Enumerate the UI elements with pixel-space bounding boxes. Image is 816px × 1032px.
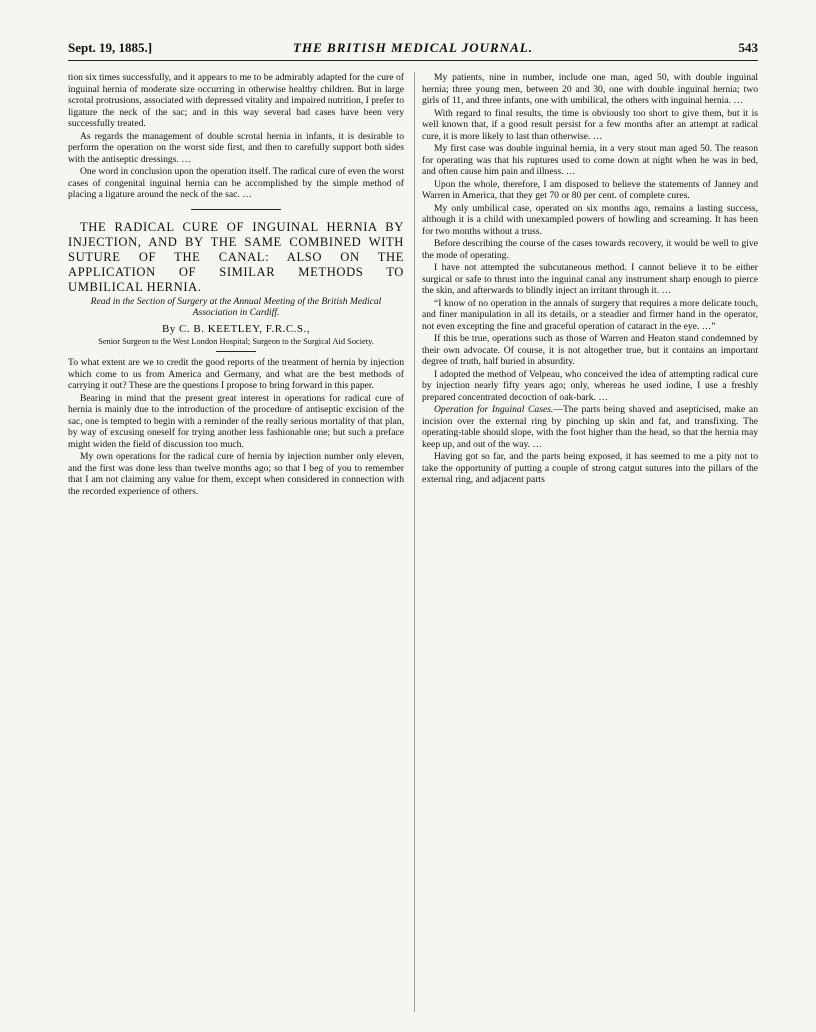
article-author: By C. B. KEETLEY, F.R.C.S., [161, 322, 311, 335]
journal-title: THE BRITISH MEDICAL JOURNAL. [293, 40, 533, 55]
page-number: 543 [738, 40, 758, 55]
article-title: THE RADICAL CURE OF INGUINAL HERNIA BY INJECTION, AND BY THE SAME COMBINED WITH SUTURE OF THE CANAL: ALSO ON THE APPLICATION OF SIMILAR METHODS TO UMBILICAL HERNIA. [68, 219, 404, 294]
paragraph: My only umbilical case, operated on six months ago, remains a lasting success, although it is a child with unexampled powers of howling and screaming. It has been for two months without a truss. [422, 202, 758, 237]
paragraph: Having got so far, and the parts being exposed, it has seemed to me a pity not to take the opportunity of putting a couple of strong catgut sutures into the pillars of the external ring, and adjacent parts [422, 451, 758, 485]
paragraph: As regards the management of double scrotal hernia in infants, it is desirable to perform the operation on the worst side first, and then to carefully support both sides with the antiseptic dressings. … [68, 130, 404, 165]
paragraph: If this be true, operations such as those of Warren and Heaton stand condemned by their own advocate. Of course, it is not altogether true, but it contains an important degree of truth, half buried in absurdity. [422, 333, 758, 367]
article-affiliation: Senior Surgeon to the West London Hospital; Surgeon to the Surgical Aid Society. [98, 337, 374, 346]
paragraph [422, 404, 758, 450]
paragraph: With regard to final results, the time is obviously too short to give them, but it is well known that, if a good result persist for a few months after an attempt at radical cure, it is more likely to last than otherwise. … [422, 107, 758, 142]
author-divider [216, 351, 256, 352]
article-read-in: Read in the Section of Surgery at the Annual Meeting of the British Medical Association in Cardiff. [90, 295, 382, 318]
block-quote: “I know of no operation in the annals of surgery that requires a more delicate touch, and finer manipulation in all its details, or a steadier and firmer hand in the operator, not even excepting the fine and graceful operation of cataract in the eye. …” [422, 297, 758, 332]
paragraph: One word in conclusion upon the operation itself. The radical cure of even the worst cases of congenital inguinal hernia can be accomplished by the simple method of placing a ligature around the neck of the sac. … [68, 166, 404, 200]
paragraph: My patients, nine in number, include one man, aged 50, with double inguinal hernia; three young men, between 20 and 30, one with double inguinal hernia; two girls of 11, and three infants, one with umbilical, the others with inguinal hernia. … [422, 72, 758, 106]
left-column [68, 72, 404, 1017]
running-header [68, 40, 758, 61]
subsection-text: —The parts being shaved and asepticised, make an incision over the external ring by pinching up skin and fat, and transfixing. The operating-table should slope, with the foot higher than the head, so that the hernia may keep up, and out of the way. … [422, 404, 758, 450]
paragraph: My own operations for the radical cure of hernia by injection number only eleven, and the first was done less than twelve months ago; so that I beg of you to remember that I am not claiming any value for them, except when considered in connection with the recorded experience of others. [68, 451, 404, 497]
section-divider [191, 209, 281, 210]
paragraph: Upon the whole, therefore, I am disposed to believe the statements of Janney and Warren in America, that they get 70 or 80 per cent. of complete cures. [422, 178, 758, 201]
paragraph: tion six times successfully, and it appears to me to be admirably adapted for the cure of inguinal hernia of moderate size occurring in otherwise healthy children. But in large scrotal protrusions, associated with depressed vitality and impaired nutrition, I prefer to ligature the neck of the sac; and in this way several bad cases have been very successfully treated. [68, 72, 404, 129]
paragraph: Before describing the course of the cases towards recovery, it would be well to give the mode of operating. [422, 238, 758, 261]
column-divider [414, 72, 415, 1012]
paragraph: I adopted the method of Velpeau, who conceived the idea of attempting radical cure by injection nearly fifty years ago; only, whereas he used iodine, I use a freshly prepared concentrated decoction of oak-bark. … [422, 368, 758, 403]
paragraph: Bearing in mind that the present great interest in operations for radical cure of hernia is mainly due to the introduction of the procedure of antiseptic excision of the sac, one is tempted to begin with a reminder of the really serious mortality of that plan, by way of excusing oneself for trying another less fashionable one; but such a preface might widen the field of discussion too much. [68, 392, 404, 450]
subsection-heading: Operation for Inguinal Cases. [434, 404, 554, 415]
paragraph: To what extent are we to credit the good reports of the treatment of hernia by injection which come to us from America and Germany, and what are the best methods of carrying it out? These are the questions I propose to bring forward in this paper. [68, 357, 404, 391]
issue-date: Sept. 19, 1885.] [68, 40, 153, 55]
paragraph: I have not attempted the subcutaneous method. I cannot believe it to be either surgical or safe to thrust into the inguinal canal any instrument sharp enough to pierce the skin, and afterwards to blindly inject an irritant through it. … [422, 262, 758, 296]
right-column [422, 72, 758, 1017]
paragraph: My first case was double inguinal hernia, in a very stout man aged 50. The reason for operating was that his ruptures used to come down at night when he was in bed, and often cause him pain and illness. … [422, 143, 758, 177]
